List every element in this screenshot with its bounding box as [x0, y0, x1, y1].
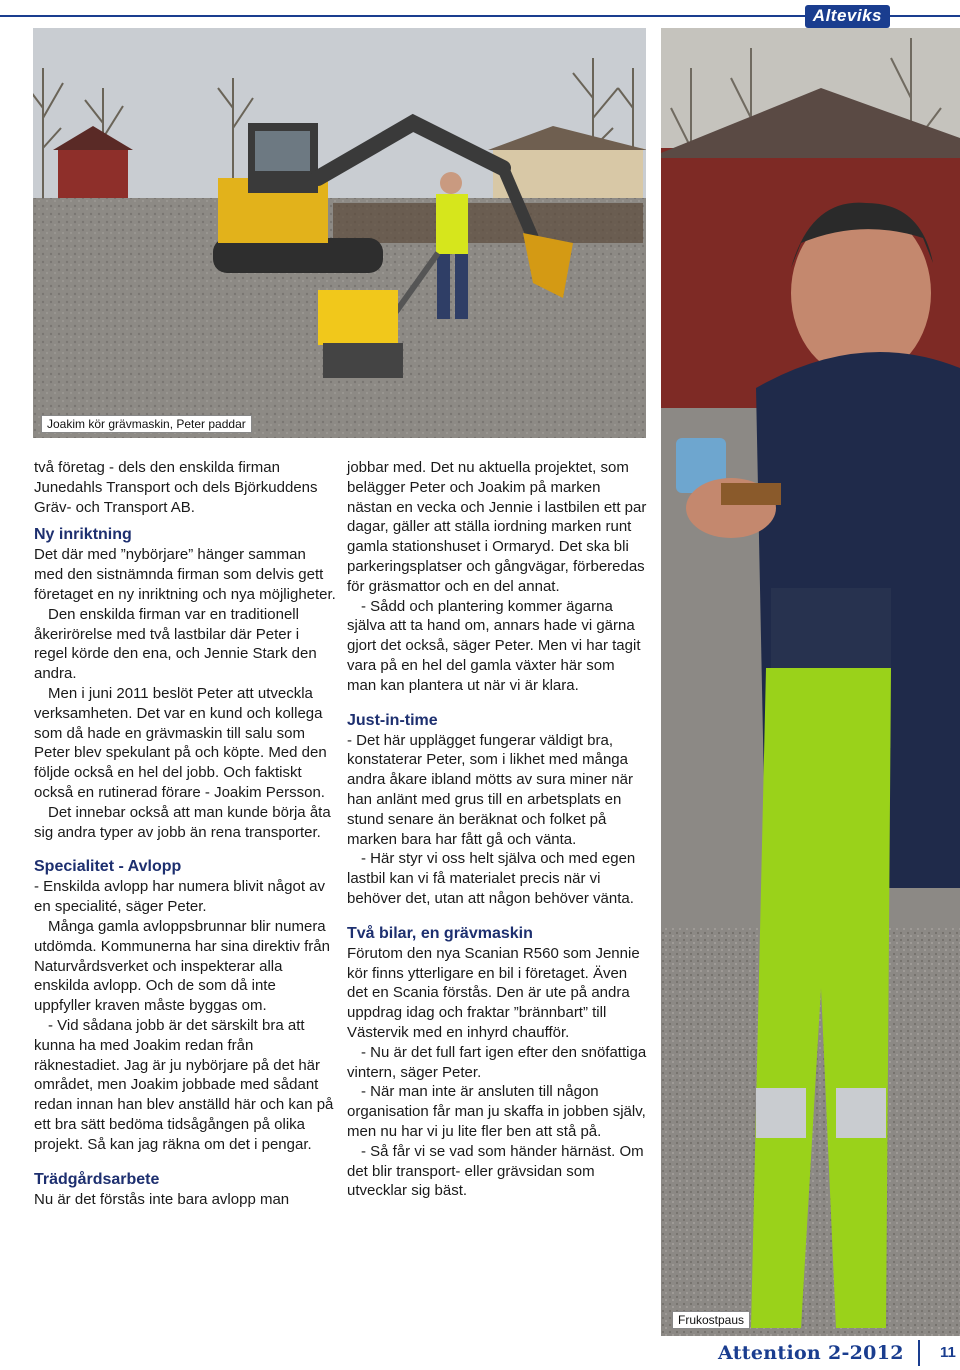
subheading-ny-inriktning: Ny inriktning [34, 526, 132, 544]
paragraph: - Sådd och plantering kommer ägarna själva att ta hand om, annars hade vi gärna gjort det också, säger Peter. Men vi har tagit vara på en hel del gamla växter här som man kan plantera ut när vi är klara. [347, 597, 641, 694]
paragraph: - Nu är det full fart igen efter den snöfattiga vintern, säger Peter. [347, 1043, 647, 1081]
portrait-photo [661, 28, 960, 1336]
paragraph: Förutom den nya Scanian R560 som Jennie kör finns ytterligare en bil i företaget. Även det en Scania förstås. Den är ute på andra uppdrag idag och fraktar ”brännbart” till Västervik med en inhyrd chaufför. [347, 944, 640, 1041]
paragraph: Men i juni 2011 beslöt Peter att utveckla verksamheten. Det var en kund och kollega som då hade en grävmaskin till salu som Peter blev spekulant på och köpte. Med den följde också en hel del jobb. Och faktiskt också en rutinerad förare - Joakim Persson. [34, 684, 327, 801]
paragraph: Det innebar också att man kunde börja åta sig andra typer av jobb än rena transporter. [34, 803, 331, 841]
page-number: 11 [940, 1344, 956, 1361]
photo-caption-portrait: Frukostpaus [672, 1311, 750, 1329]
paragraph: jobbar med. Det nu aktuella projektet, som belägger Peter och Joakim på marken nästan en vecka och Jennie i lastbilen ett par dagar, gäller att ställa iordning marken runt gamla stationshuset i Ormaryd. Det ska bli parkeringsplatser och gångvägar, förberedas för gräsmattor och en del annat. [347, 459, 647, 595]
subheading-specialitet: Specialitet - Avlopp [34, 858, 182, 876]
paragraph: - Så får vi se vad som händer härnäst. Om det blir transport- eller grävsidan som utvecklar sig bäst. [347, 1142, 644, 1200]
paragraph: - Här styr vi oss helt själva och med egen lastbil kan vi få materialet precis när vi behöver det, utan att någon behöver vänta. [347, 850, 636, 907]
paragraph: - När man inte är ansluten till någon organisation får man ju skaffa in jobben själv, men nu har vi ju lite fler ben att stå på. [347, 1083, 646, 1140]
paragraph: - Enskilda avlopp har numera blivit något av en specialité, säger Peter. [34, 878, 325, 916]
paragraph: Den enskilda firman var en traditionell åkerirörelse med två lastbilar där Peter i regel körde den ena, och Jennie Stark den andra. [34, 605, 317, 683]
brand-label: Alteviks [805, 5, 890, 28]
article-column-2 [347, 458, 647, 1201]
subheading-tva-bilar: Två bilar, en grävmaskin [347, 924, 533, 942]
subheading-tradgardsarbete: Trädgårdsarbete [34, 1170, 160, 1188]
paragraph: Nu är det förstås inte bara avlopp man [34, 1190, 290, 1208]
paragraph: Det där med ”nybörjare” hänger samman med den sistnämnda firman som delvis gett företaget en ny inriktning och nya möjligheter. [34, 546, 336, 603]
excavator-photo [33, 28, 646, 438]
magazine-issue: Attention 2-2012 [718, 1342, 904, 1364]
subheading-just-in-time: Just-in-time [347, 711, 438, 729]
footer-divider [918, 1340, 920, 1366]
page-footer [0, 1336, 960, 1370]
paragraph: - Det här upplägget fungerar väldigt bra, konstaterar Peter, som i likhet med många andra åkare ibland mötts av sura miner när han anlänt med grus till en arbetsplats en stund senare än beräknat och folket på marken bara har fått gå och vänta. [347, 731, 633, 848]
article-column-1 [34, 458, 336, 1209]
photo-caption-excavator: Joakim kör grävmaskin, Peter paddar [41, 415, 252, 433]
paragraph: - Vid sådana jobb är det särskilt bra att kunna ha med Joakim redan från räknestadiet. Jag är ju nybörjare på det här området, men Joakim jobbade med sådant redan innan han blev anställd här och kan på ett bra sätt bedöma tidsågången på olika projekt. Så kan jag räkna om det i pengar. [34, 1016, 334, 1153]
paragraph: två företag - dels den enskilda firman Junedahls Transport och dels Björkuddens Gräv- och Transport AB. [34, 459, 318, 516]
paragraph: Många gamla avloppsbrunnar blir numera utdömda. Kommunerna har sina direktiv från Naturvårdsverket och inspekterar alla enskilda avlopp. Och de som då inte uppfyller kraven måste byggas om. [34, 917, 330, 1015]
